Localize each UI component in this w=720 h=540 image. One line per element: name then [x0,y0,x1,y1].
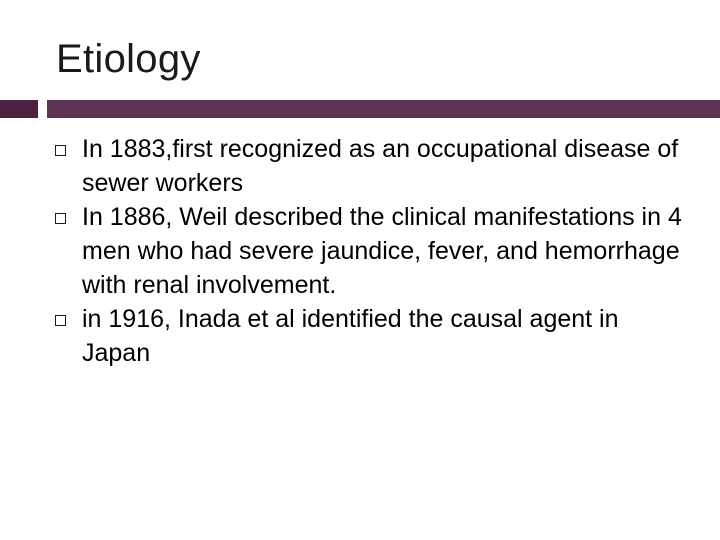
bullet-text: in 1916, Inada et al identified the causal agent in Japan [82,305,619,367]
bullet-list [0,132,720,370]
bullet-item [0,200,720,302]
hollow-square-bullet-icon [55,315,66,326]
hollow-square-bullet-icon [55,213,66,224]
title-divider-bar [47,100,720,118]
bullet-item [0,302,720,370]
bullet-text: In 1883,first recognized as an occupational disease of sewer workers [82,135,679,197]
title-divider-left-block [0,100,38,118]
hollow-square-bullet-icon [55,145,66,156]
slide-title: Etiology [56,37,201,81]
bullet-text: In 1886, Weil described the clinical manifestations in 4 men who had severe jaundice, fever, and hemorrhage with renal involvement. [82,203,682,299]
bullet-item [0,132,720,200]
